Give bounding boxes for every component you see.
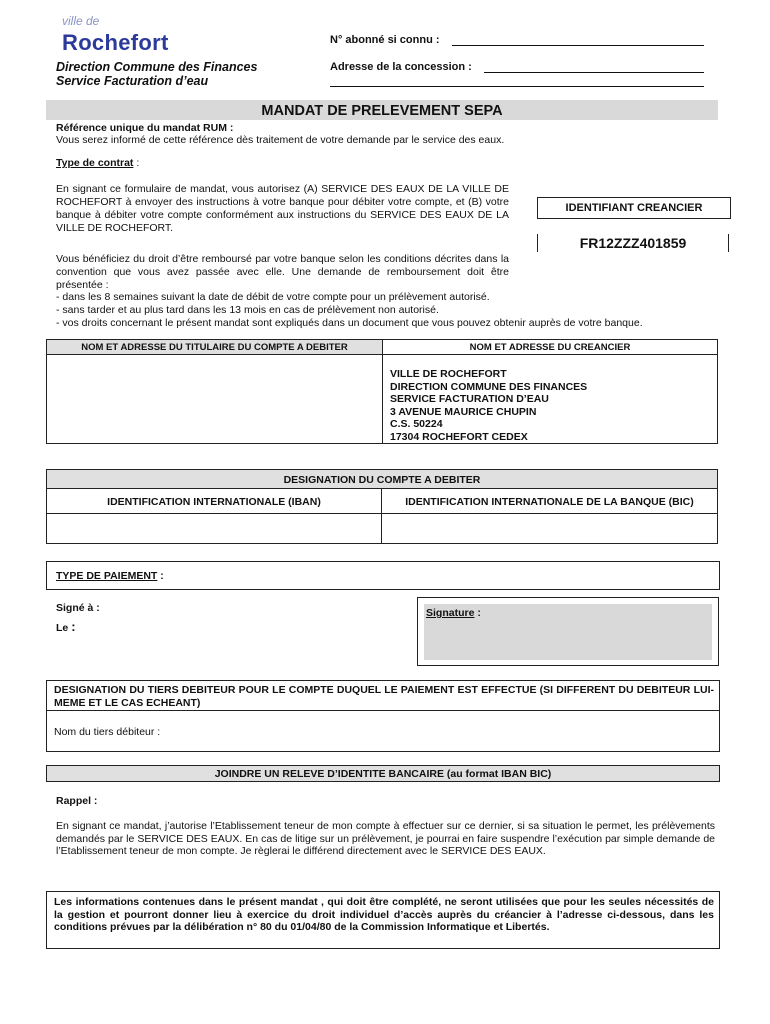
rum-text: Vous serez informé de cette référence dès traitement de votre demande par le service des eaux. (56, 134, 505, 146)
adresse-label: Adresse de la concession : (330, 61, 472, 73)
tiers-nom-field[interactable] (170, 714, 715, 750)
bic-field[interactable] (383, 515, 716, 542)
paiement-text (56, 570, 164, 582)
signature-text (426, 607, 481, 619)
creancier-header: NOM ET ADRESSE DU CREANCIER (469, 342, 631, 353)
type-contrat-suffix: : (133, 157, 140, 169)
rappel-label: Rappel : (56, 795, 98, 807)
titulaire-header: NOM ET ADRESSE DU TITULAIRE DU COMPTE A DEBITER (81, 342, 348, 353)
page-title-text: MANDAT DE PRELEVEMENT SEPA (261, 103, 503, 119)
intro-text: En signant ce formulaire de mandat, vous autorisez (A) SERVICE DES EAUX DE LA VILLE DE ROCHEFORT à envoyer des instructions à votre banque pour débiter votre compte, et (B) votre banque à débiter votre compte conformément aux instructions du SERVICE DES EAUX DE LA VILLE DE ROCHEFORT. (56, 183, 509, 234)
creancier-label: IDENTIFIANT CREANCIER (565, 202, 703, 214)
compte-header: DESIGNATION DU COMPTE A DEBITER (283, 474, 481, 486)
creancier-address-line: DIRECTION COMMUNE DES FINANCES (390, 380, 588, 393)
creancier-address (390, 368, 587, 443)
tiers-nom-label: Nom du tiers débiteur : (54, 726, 161, 738)
tiers-divider (47, 710, 719, 711)
abonne-label: N° abonné si connu : (330, 34, 440, 46)
rights-item-2: - sans tarder et au plus tard dans les 13 mois en cas de prélèvement non autorisé. (56, 304, 439, 316)
creancier-value-box (537, 234, 729, 252)
creancier-address-line: SERVICE FACTURATION D’EAU (390, 393, 549, 405)
parties-divider (382, 354, 383, 443)
adresse-field-line-2[interactable] (330, 75, 704, 87)
rights-text: Vous bénéficiez du droit d’être remboursé par votre banque selon les conditions décrites dans la convention que vous avez passée avec elle. Une demande de remboursement doit être présentée : (56, 253, 509, 291)
creancier-address-line: C.S. 50224 (390, 418, 443, 430)
signature-suffix: : (474, 607, 481, 619)
creancier-address-line: VILLE DE ROCHEFORT (390, 368, 507, 380)
signature-label: Signature (426, 607, 475, 619)
paiement-suffix: : (157, 570, 164, 582)
le-label: Le (56, 622, 69, 634)
department-line-2: Service Facturation d’eau (56, 74, 209, 88)
info-text: Les informations contenues dans le présent mandat , qui doit être complété, ne seront utilisées que pour les seules nécessités de la gestion et pourront donner lieu à exercice du droit individuel d’accès auprès du créancier à l’adresse ci-dessous, dans les conditions prévues par la délibération n° 80 du 01/04/80 de la Commission Informatique et Libertés. (54, 896, 714, 933)
signe-label: Signé à : (56, 602, 100, 614)
department (56, 60, 257, 88)
adresse-field[interactable] (484, 61, 704, 73)
rappel-text: En signant ce mandat, j’autorise l’Etablissement teneur de mon compte à effectuer sur ce dernier, si sa situation le permet, les prélèvements demandés par le SERVICE DES EAUX. En cas de litige sur un prélèvement, je pourrai en faire suspendre l’exécution par simple demande de l’Etablissement teneur de mon compte. Je règlerai le différend directement avec le SERVICE DES EAUX. (56, 820, 715, 857)
rum-label: Référence unique du mandat RUM : (56, 122, 234, 134)
creancier-address-line: 17304 ROCHEFORT CEDEX (390, 430, 528, 443)
le-label-wrap (56, 619, 76, 634)
page-title (46, 100, 718, 120)
iban-field[interactable] (48, 515, 379, 542)
tiers-header: DESIGNATION DU TIERS DEBITEUR POUR LE COMPTE DUQUEL LE PAIEMENT EST EFFECTUE (SI DIFFERENT DU DEBITEUR LUI-MEME ET LE CAS ECHEANT) (54, 684, 714, 709)
rights-item-3: - vos droits concernant le présent mandat sont expliqués dans un document que vous pouvez obtenir auprès de votre banque. (56, 317, 643, 329)
type-contrat-label: Type de contrat (56, 157, 134, 169)
iban-label: IDENTIFICATION INTERNATIONALE (IBAN) (107, 496, 321, 508)
le-colon: : (71, 619, 76, 634)
paiement-label: TYPE DE PAIEMENT (56, 570, 158, 582)
creancier-address-line: 3 AVENUE MAURICE CHUPIN (390, 405, 537, 418)
bic-label: IDENTIFICATION INTERNATIONALE DE LA BANQUE (BIC) (405, 496, 694, 508)
type-contrat (56, 157, 139, 170)
abonne-field[interactable] (452, 34, 704, 46)
compte-row-divider (47, 513, 717, 514)
creancier-value: FR12ZZZ401859 (579, 235, 687, 251)
rights-item-1: - dans les 8 semaines suivant la date de débit de votre compte pour un prélèvement autorisé. (56, 291, 490, 303)
logo: Rochefort (62, 30, 169, 55)
titulaire-field[interactable] (48, 356, 380, 442)
creancier-label-box (537, 197, 731, 219)
rib-text: JOINDRE UN RELEVE D’IDENTITE BANCAIRE (au format IBAN BIC) (214, 768, 552, 780)
logo-prefix: ville de (62, 14, 100, 28)
department-line-1: Direction Commune des Finances (56, 60, 258, 74)
